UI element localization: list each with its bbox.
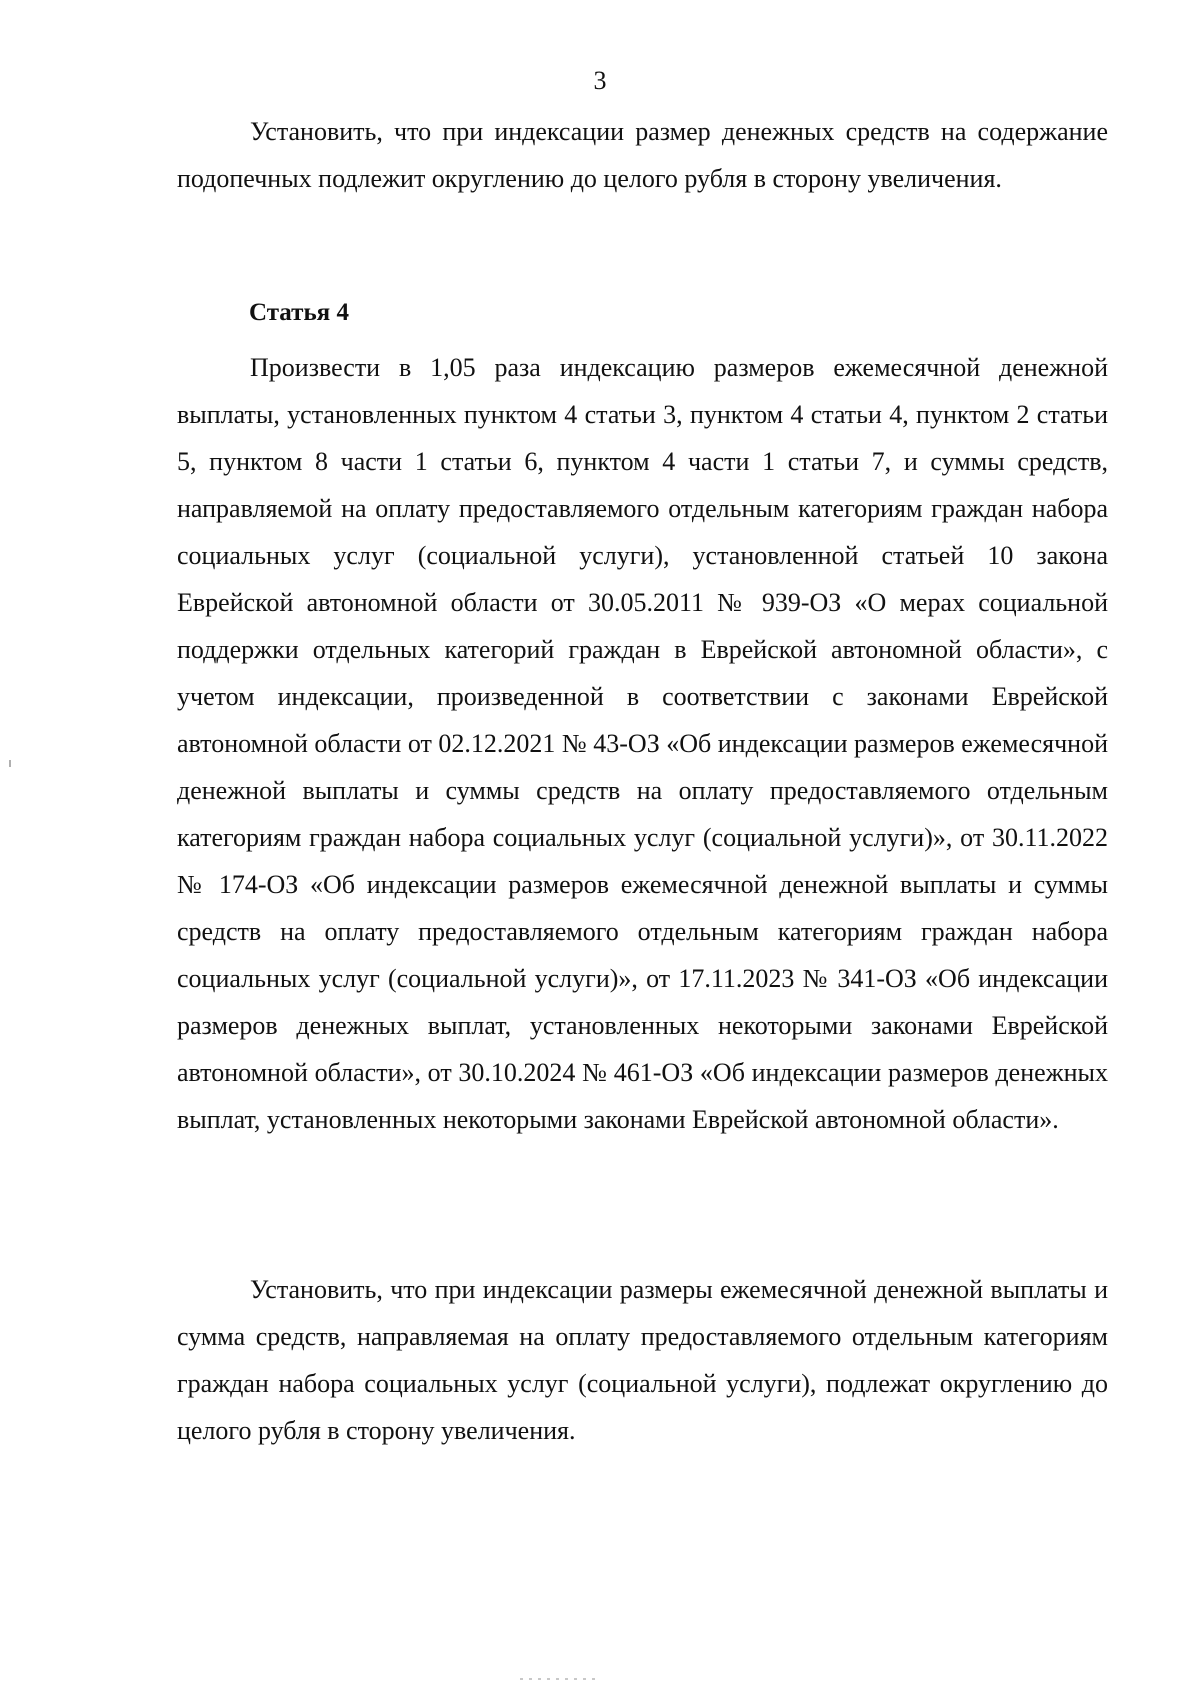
paragraph-indexation: Произвести в 1,05 раза индексацию размеров ежемесячной денежной выплаты, установленных пунктом 4 статьи 3, пунктом 4 статьи 4, пунктом 2 статьи 5, пунктом 8 части 1 статьи 6, пунктом 4 части 1 статьи 7, и суммы средств, направляемой на оплату предоставляемого отдельным категориям граждан набора социальных услуг (социальной услуги), установленной статьей 10 закона Еврейской автономной области от 30.05.2011 № 939-ОЗ «О мерах социальной поддержки отдельных категорий граждан в Еврейской автономной области», с учетом индексации, произведенной в соответствии с законами Еврейской автономной области от 02.12.2021 № 43-ОЗ «Об индексации размеров ежемесячной денежной выплаты и суммы средств на оплату предоставляемого отдельным категориям граждан набора социальных услуг (социальной услуги)», от 30.11.2022 № 174-ОЗ «Об индексации размеров ежемесячной денежной выплаты и суммы средств на оплату предоставляемого отдельным категориям граждан набора социальных услуг (социальной услуги)», от 17.11.2023 № 341-ОЗ «Об индексации размеров денежных выплат, установленных некоторыми законами Еврейской автономной области», от 30.10.2024 № 461-ОЗ «Об индексации размеров денежных выплат, установленных некоторыми законами Еврейской автономной области». bbox=[177, 353, 1108, 1134]
paragraph-rounding-guardianship: Установить, что при индексации размер денежных средств на содержание подопечных подлежит округлению до целого рубля в сторону увеличения. bbox=[177, 117, 1108, 193]
scan-bottom-mark bbox=[520, 1678, 600, 1680]
paragraph-rounding-payments: Установить, что при индексации размеры ежемесячной денежной выплаты и сумма средств, направляемая на оплату предоставляемого отдельным категориям граждан набора социальных услуг (социальной услуги), подлежат округлению до целого рубля в сторону увеличения. bbox=[177, 1275, 1108, 1445]
scan-margin-mark bbox=[9, 760, 11, 767]
article-heading: Статья 4 bbox=[249, 299, 349, 326]
page-number: 3 bbox=[593, 66, 607, 95]
